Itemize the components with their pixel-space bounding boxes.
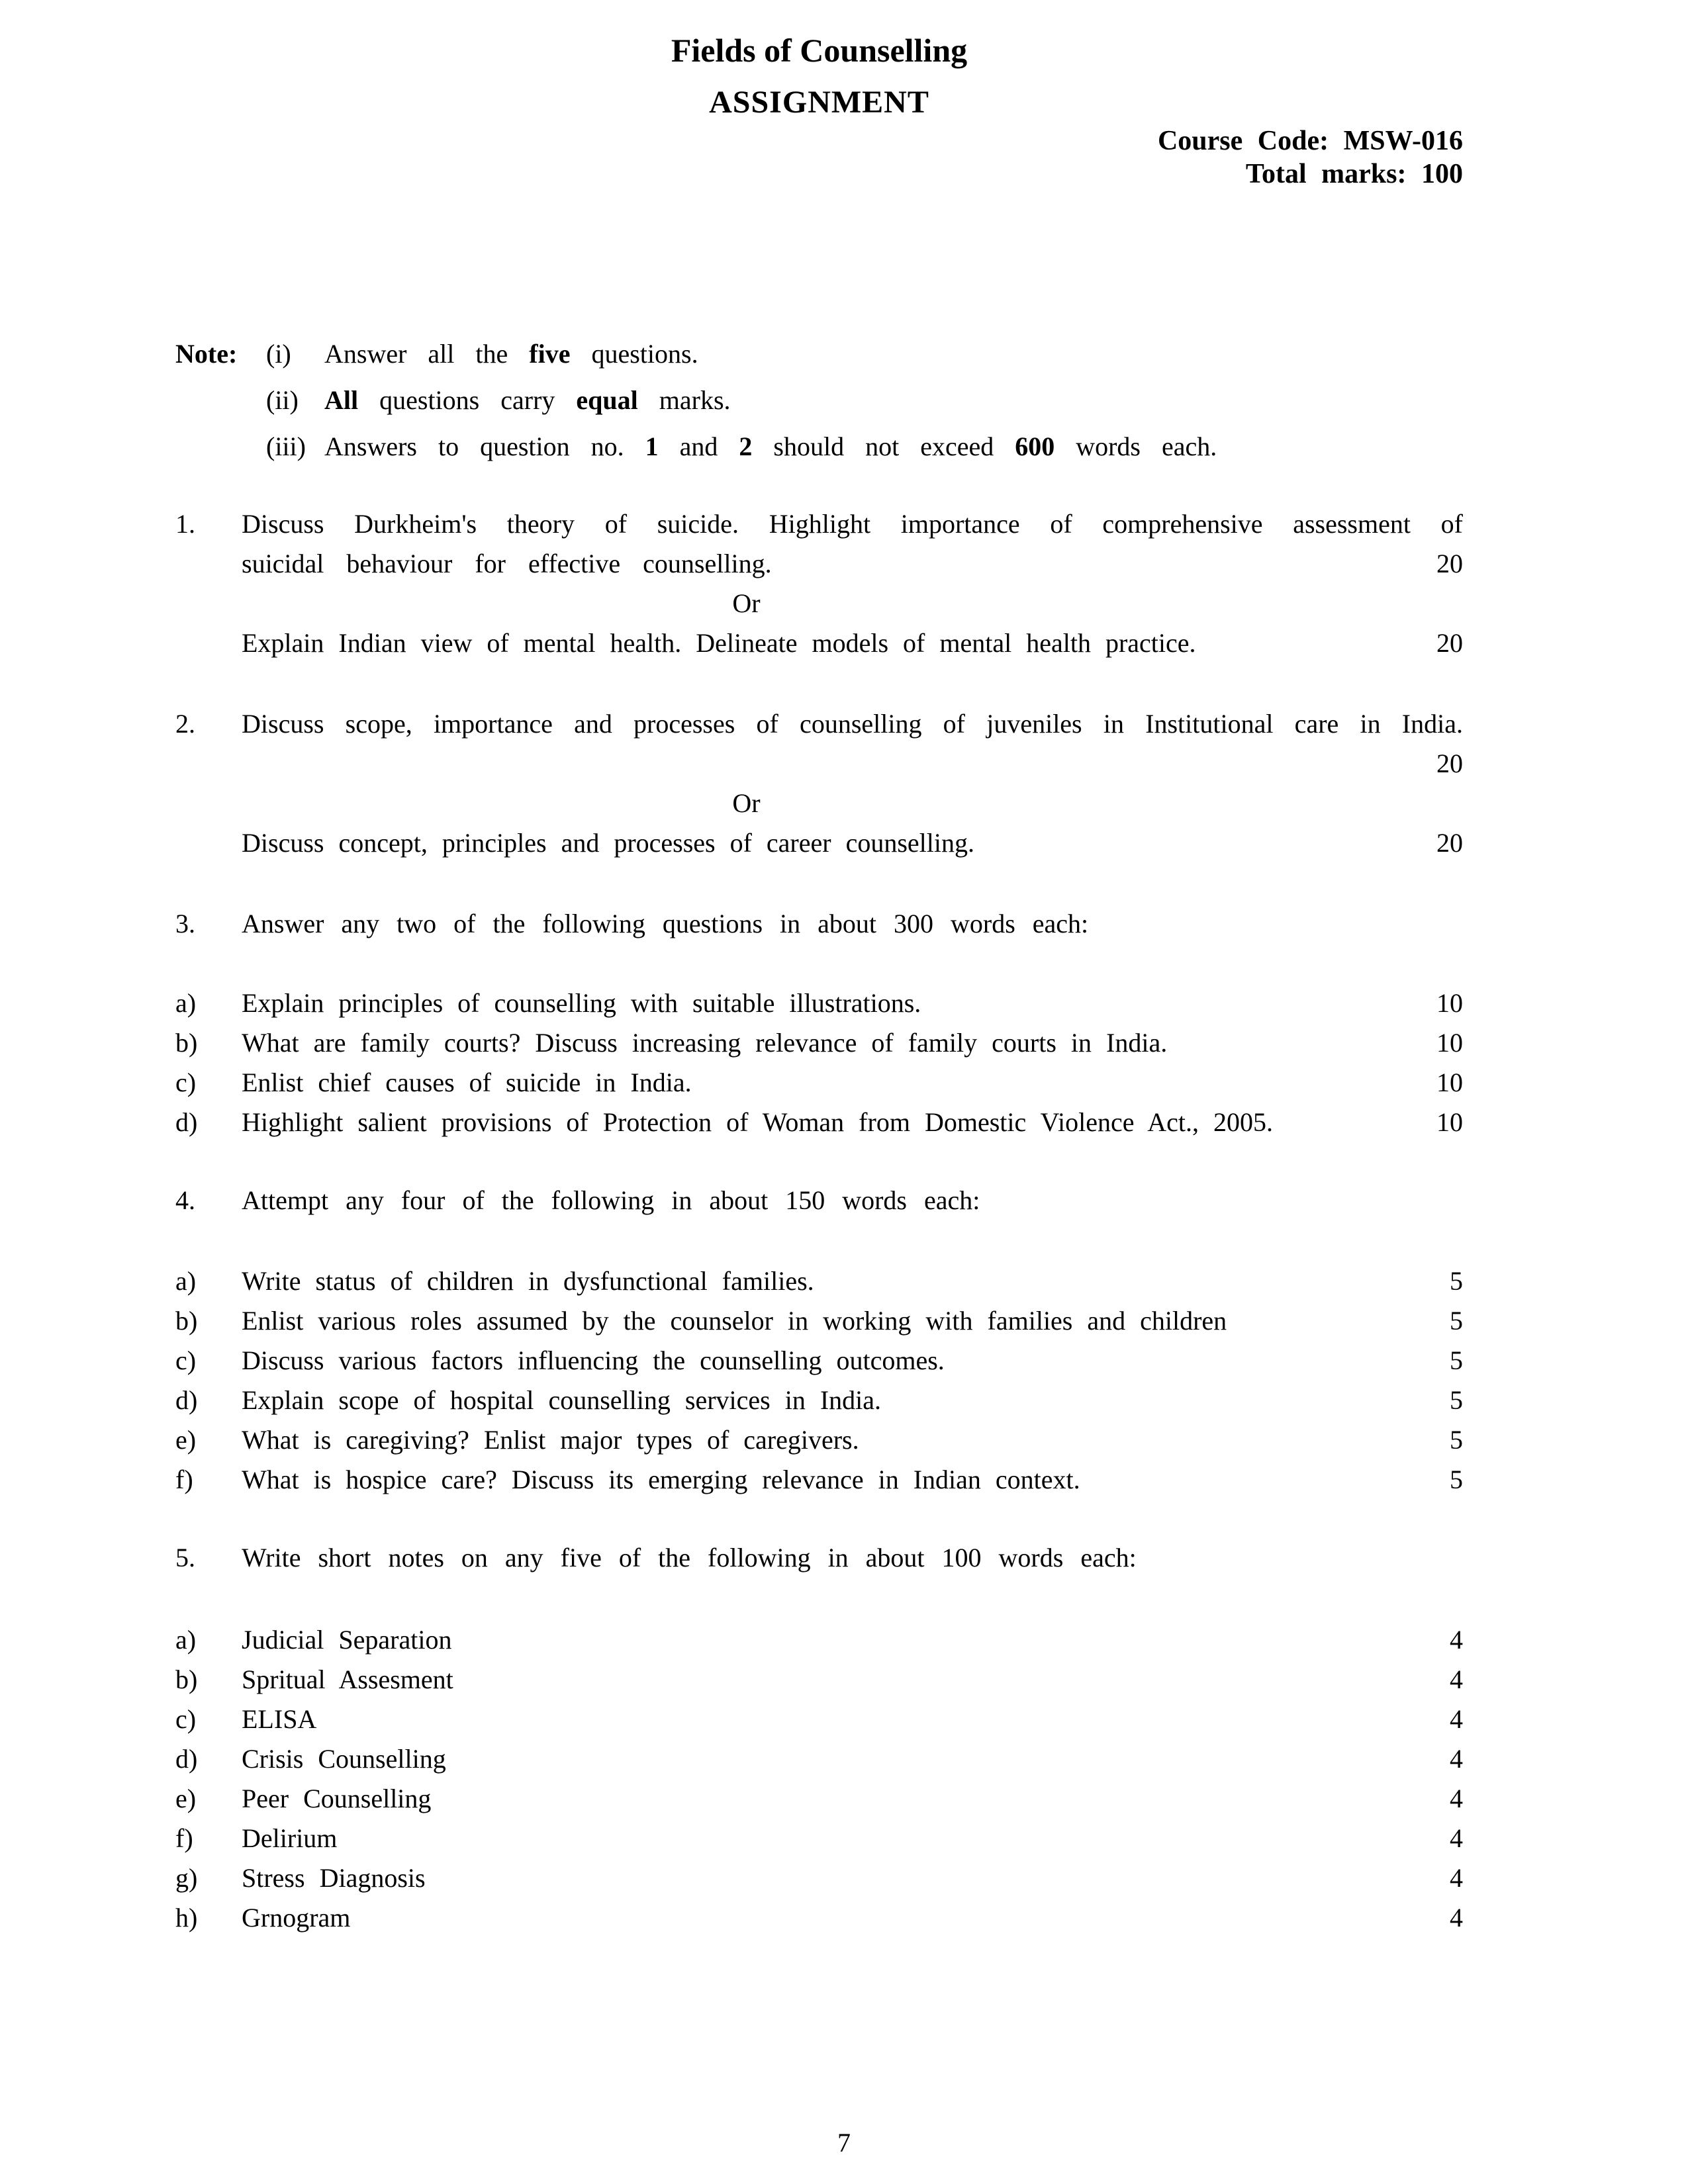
question-item-row	[175, 1301, 1463, 1341]
question-number: 1.	[175, 509, 195, 539]
item-text: Judicial Separation	[242, 1625, 452, 1655]
marks-value: 20	[1436, 628, 1463, 658]
note-bold-text: 600	[1015, 432, 1055, 461]
item-marks: 5	[1450, 1465, 1463, 1494]
question-5-heading-row	[175, 1538, 1463, 1578]
question-2-main-row	[175, 704, 1463, 744]
question-2-marks-row	[175, 744, 1463, 784]
question-item-row	[175, 1858, 1463, 1898]
question-3-heading-row	[175, 904, 1463, 944]
note-row	[175, 424, 1463, 470]
item-letter: f)	[175, 1823, 193, 1853]
assignment-heading: ASSIGNMENT	[709, 85, 929, 120]
item-text: Grnogram	[242, 1903, 351, 1933]
total-marks: Total marks: 100	[1245, 159, 1463, 189]
item-letter: d)	[175, 1107, 198, 1137]
item-text: Highlight salient provisions of Protection of Woman from Domestic Violence Act., 2005.	[242, 1107, 1274, 1137]
item-letter: c)	[175, 1345, 197, 1375]
item-letter: b)	[175, 1664, 198, 1694]
item-marks: 4	[1450, 1823, 1463, 1853]
item-text: Explain scope of hospital counselling services in India.	[242, 1385, 882, 1415]
or-separator: Or	[732, 588, 761, 618]
course-meta	[175, 124, 1463, 191]
item-letter: c)	[175, 1068, 197, 1097]
item-marks: 10	[1436, 1107, 1463, 1137]
question-4-heading-row	[175, 1181, 1463, 1220]
question-5	[175, 1538, 1463, 1938]
question-2-alt-row	[175, 823, 1463, 863]
item-text: Explain principles of counselling with suitable illustrations.	[242, 988, 921, 1018]
note-bold-text: five	[529, 339, 571, 369]
note-plain-text: Answer all the	[324, 339, 530, 369]
item-marks: 4	[1450, 1744, 1463, 1774]
item-letter: h)	[175, 1903, 198, 1933]
item-marks: 5	[1450, 1266, 1463, 1296]
item-letter: e)	[175, 1784, 197, 1813]
question-item-row	[175, 1261, 1463, 1301]
question-item-row	[175, 1460, 1463, 1500]
item-letter: b)	[175, 1306, 198, 1336]
item-marks: 5	[1450, 1385, 1463, 1415]
question-item-row	[175, 1739, 1463, 1779]
item-text: Spritual Assesment	[242, 1664, 453, 1694]
question-heading: Attempt any four of the following in about 150 words each:	[242, 1185, 980, 1215]
page-number: 7	[837, 2128, 851, 2158]
item-marks: 4	[1450, 1664, 1463, 1694]
note-number: (ii)	[266, 385, 299, 415]
item-text: Peer Counselling	[242, 1784, 432, 1813]
note-plain-text: Answers to question no.	[324, 432, 645, 461]
item-marks: 5	[1450, 1306, 1463, 1336]
note-plain-text: and	[658, 432, 739, 461]
note-plain-text: questions carry	[358, 385, 577, 415]
item-marks: 4	[1450, 1704, 1463, 1734]
or-separator: Or	[732, 788, 761, 818]
item-marks: 4	[1450, 1625, 1463, 1655]
item-text: Stress Diagnosis	[242, 1863, 426, 1893]
note-bold-text: 1	[645, 432, 659, 461]
question-4-items	[175, 1261, 1463, 1500]
marks-value: 20	[1436, 749, 1463, 778]
note-plain-text: questions.	[570, 339, 698, 369]
question-item-row	[175, 1898, 1463, 1938]
note-row	[175, 377, 1463, 424]
note-number: (i)	[266, 339, 291, 369]
question-1-alt-row	[175, 623, 1463, 663]
question-item-row	[175, 1620, 1463, 1660]
question-text-block	[242, 504, 1463, 584]
item-letter: g)	[175, 1863, 198, 1893]
question-item-row	[175, 1660, 1463, 1700]
item-text: Crisis Counselling	[242, 1744, 446, 1774]
question-text: Discuss Durkheim's theory of suicide. Highlight importance of comprehensive assessment of suicidal behaviour for effective counselling.	[242, 509, 1463, 578]
item-letter: a)	[175, 988, 197, 1018]
question-item-row	[175, 983, 1463, 1023]
item-text: Enlist various roles assumed by the counselor in working with families and children	[242, 1306, 1227, 1336]
item-marks: 4	[1450, 1863, 1463, 1893]
question-2	[175, 704, 1463, 863]
course-code: Course Code: MSW-016	[1157, 126, 1463, 156]
item-letter: a)	[175, 1266, 197, 1296]
note-plain-text: words each.	[1055, 432, 1217, 461]
question-item-row	[175, 1700, 1463, 1739]
note-bold-text: All	[324, 385, 359, 415]
question-item-row	[175, 1381, 1463, 1420]
item-text: ELISA	[242, 1704, 317, 1734]
question-number: 3.	[175, 909, 195, 938]
question-item-row	[175, 1420, 1463, 1460]
item-text: What is hospice care? Discuss its emerging relevance in Indian context.	[242, 1465, 1080, 1494]
note-plain-text: should not exceed	[752, 432, 1015, 461]
question-number: 2.	[175, 709, 195, 739]
note-label: Note:	[175, 339, 238, 369]
marks-value: 20	[1436, 828, 1463, 858]
question-number: 5.	[175, 1543, 195, 1572]
note-row	[175, 331, 1463, 377]
item-marks: 5	[1450, 1345, 1463, 1375]
question-heading: Answer any two of the following questions in about 300 words each:	[242, 909, 1089, 938]
question-text: Explain Indian view of mental health. Delineate models of mental health practice.	[242, 628, 1196, 658]
question-text: Discuss concept, principles and processes of career counselling.	[242, 828, 974, 858]
item-letter: c)	[175, 1704, 197, 1734]
item-text: What are family courts? Discuss increasing relevance of family courts in India.	[242, 1028, 1168, 1058]
item-marks: 10	[1436, 1068, 1463, 1097]
marks-value: 20	[1436, 549, 1463, 578]
item-text: Enlist chief causes of suicide in India.	[242, 1068, 692, 1097]
item-text: Discuss various factors influencing the counselling outcomes.	[242, 1345, 945, 1375]
question-item-row	[175, 1063, 1463, 1103]
item-letter: d)	[175, 1744, 198, 1774]
note-plain-text: marks.	[637, 385, 731, 415]
question-5-items	[175, 1620, 1463, 1938]
item-letter: b)	[175, 1028, 198, 1058]
item-text: What is caregiving? Enlist major types of caregivers.	[242, 1425, 859, 1455]
item-marks: 10	[1436, 988, 1463, 1018]
item-letter: d)	[175, 1385, 198, 1415]
question-heading: Write short notes on any five of the following in about 100 words each:	[242, 1543, 1137, 1572]
question-item-row	[175, 1103, 1463, 1142]
item-text: Write status of children in dysfunctional families.	[242, 1266, 814, 1296]
item-marks: 10	[1436, 1028, 1463, 1058]
note-section	[175, 331, 1463, 470]
question-number: 4.	[175, 1185, 195, 1215]
note-text	[324, 331, 1463, 377]
question-3-items	[175, 983, 1463, 1142]
question-3	[175, 904, 1463, 1142]
item-marks: 4	[1450, 1784, 1463, 1813]
item-marks: 5	[1450, 1425, 1463, 1455]
page-title: Fields of Counselling	[671, 32, 968, 69]
note-bold-text: 2	[739, 432, 753, 461]
question-item-row	[175, 1819, 1463, 1858]
question-item-row	[175, 1341, 1463, 1381]
question-4	[175, 1181, 1463, 1500]
question-text: Discuss scope, importance and processes of counselling of juveniles in Institutional care in India.	[242, 709, 1463, 739]
question-item-row	[175, 1779, 1463, 1819]
note-number: (iii)	[266, 432, 306, 461]
item-letter: a)	[175, 1625, 197, 1655]
note-text	[324, 424, 1463, 470]
item-letter: f)	[175, 1465, 193, 1494]
question-1-main-row	[175, 504, 1463, 584]
item-marks: 4	[1450, 1903, 1463, 1933]
item-text: Delirium	[242, 1823, 338, 1853]
question-1	[175, 504, 1463, 663]
note-text	[324, 377, 1463, 424]
item-letter: e)	[175, 1425, 197, 1455]
note-bold-text: equal	[576, 385, 638, 415]
question-item-row	[175, 1023, 1463, 1063]
